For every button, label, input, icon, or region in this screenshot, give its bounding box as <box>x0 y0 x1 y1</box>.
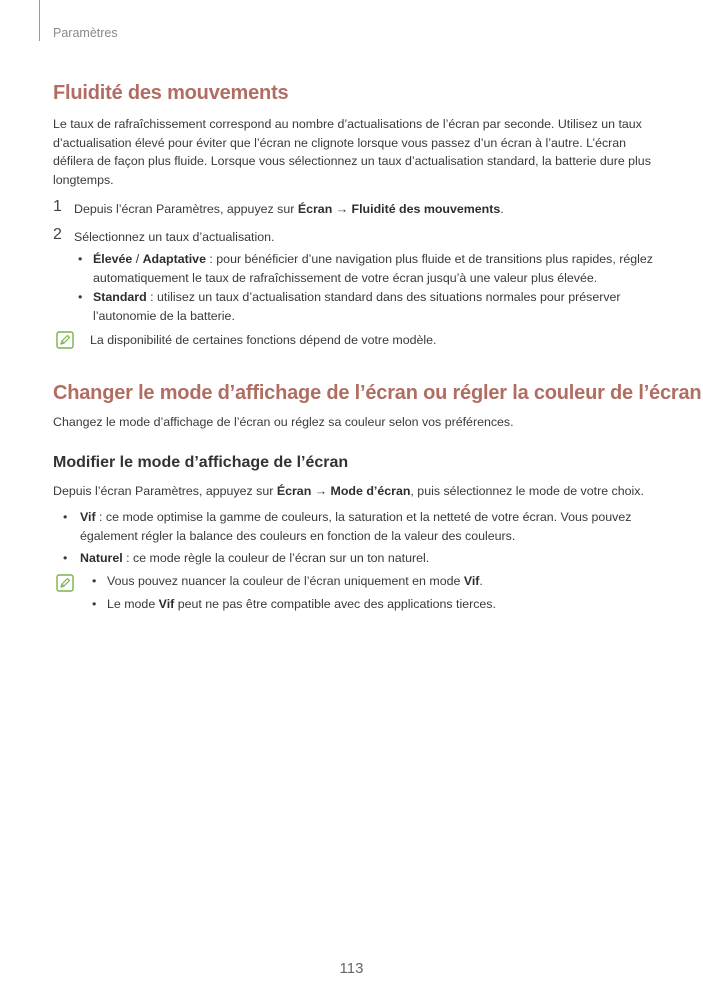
subsection-title: Modifier le mode d’affichage de l’écran <box>53 454 349 471</box>
note-text: La disponibilité de certaines fonctions dépend de votre modèle. <box>90 333 437 347</box>
step-number: 1 <box>53 198 62 215</box>
header-divider <box>39 0 40 41</box>
note-pencil-icon <box>56 331 74 349</box>
list-item-text: Vif : ce mode optimise la gamme de couleurs, la saturation et la netteté de votre écran. Vous pouvez également régler la balance des couleurs en fonction de la valeur des couleurs. <box>80 510 632 543</box>
note-item-text: Le mode Vif peut ne pas être compatible avec des applications tierces. <box>107 597 496 611</box>
section-title-fluidite: Fluidité des mouvements <box>53 82 289 104</box>
section-intro-mode-affichage: Changez le mode d’affichage de l’écran ou réglez sa couleur selon vos préférences. <box>53 415 514 429</box>
menu-ecran-label: Écran <box>297 202 333 216</box>
section-intro-fluidite: Le taux de rafraîchissement correspond au nombre d’actualisations de l’écran par seconde. Utilisez un taux d’actualisation élevé pour éviter que l’écran ne clignote lorsque vous passez d’un écran à l’autre. L’écran défilera de façon plus fluide. Lorsque vous sélectionnez un taux d’actualisation standard, la batterie dure plus longtemps. <box>53 117 651 187</box>
note-item-text: Vous pouvez nuancer la couleur de l’écran uniquement en mode Vif. <box>107 574 483 588</box>
page-number: 113 <box>339 960 364 977</box>
menu-fluidite-label: Fluidité des mouvements <box>351 202 501 216</box>
section-title-mode-affichage: Changer le mode d’affichage de l’écran ou régler la couleur de l’écran <box>53 382 702 404</box>
step-text: Sélectionnez un taux d’actualisation. <box>74 230 275 244</box>
list-item-text: Élevée / Adaptative : pour bénéficier d’une navigation plus fluide et de transitions plus rapides, réglez automatiquement le taux de rafraîchissement de votre écran jusqu’à une valeur plus élevée. <box>93 252 653 285</box>
instruction-text: Depuis l’écran Paramètres, appuyez sur Écran → Mode d’écran, puis sélectionnez le mode de votre choix. <box>53 484 644 498</box>
step-text: Depuis l’écran Paramètres, appuyez sur Écran → Fluidité des mouvements. <box>74 202 504 216</box>
step-number: 2 <box>53 226 62 243</box>
note-pencil-icon <box>56 574 74 592</box>
header-section-label: Paramètres <box>53 26 118 40</box>
list-item-text: Standard : utilisez un taux d’actualisation standard dans des situations normales pour préserver l’autonomie de la batterie. <box>93 290 621 323</box>
list-item-text: Naturel : ce mode règle la couleur de l’écran sur un ton naturel. <box>80 551 430 565</box>
